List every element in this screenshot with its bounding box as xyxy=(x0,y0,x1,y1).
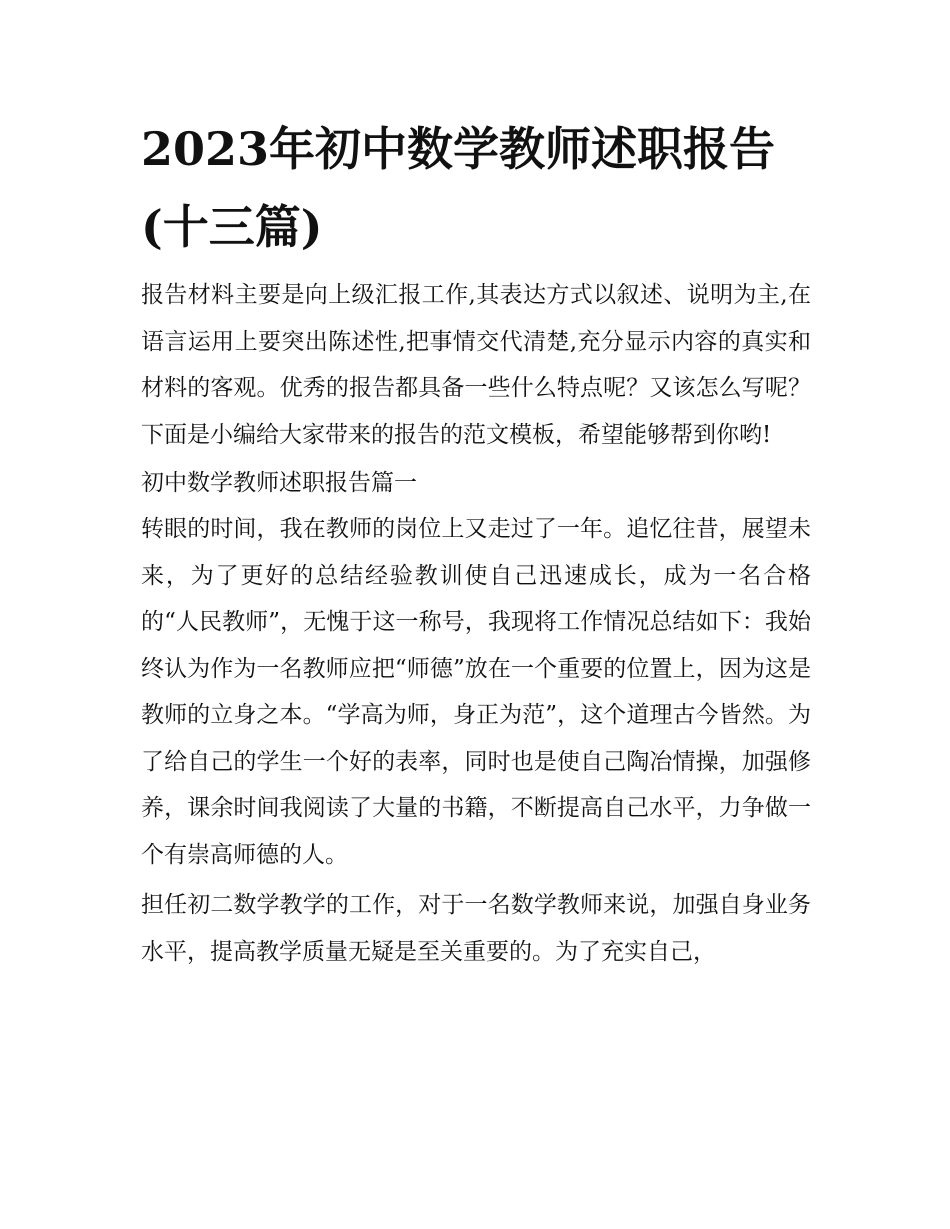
body-paragraph: 担任初二数学教学的工作，对于一名数学教师来说，加强自身业务水平，提高教学质量无疑是至关重要的。为了充实自己， xyxy=(141,892,811,965)
document-content xyxy=(141,110,811,979)
body-paragraph: 转眼的时间，我在教师的岗位上又走过了一年。追忆往昔，展望未来，为了更好的总结经验教训使自己迅速成长，成为一名合格的“人民教师”，无愧于这一称号，我现将工作情况总结如下：我始终认为作为一名教师应把“师德”放在一个重要的位置上，因为这是教师的立身之本。“学高为师，身正为范”，这个道理古今皆然。为了给自己的学生一个好的表率，同时也是使自己陶冶情操，加强修养，课余时间我阅读了大量的书籍，不断提高自己水平，力争做一个有崇高师德的人。 xyxy=(141,516,811,868)
section-heading: 初中数学教师述职报告篇一 xyxy=(141,470,417,496)
intro-paragraph: 报告材料主要是向上级汇报工作,其表达方式以叙述、说明为主,在语言运用上要突出陈述性,把事情交代清楚,充分显示内容的真实和材料的客观。优秀的报告都具备一些什么特点呢？又该怎么写呢？下面是小编给大家带来的报告的范文模板，希望能够帮到你哟! xyxy=(141,282,811,448)
document-title: 2023年初中数学教师述职报告(十三篇) xyxy=(141,122,776,254)
